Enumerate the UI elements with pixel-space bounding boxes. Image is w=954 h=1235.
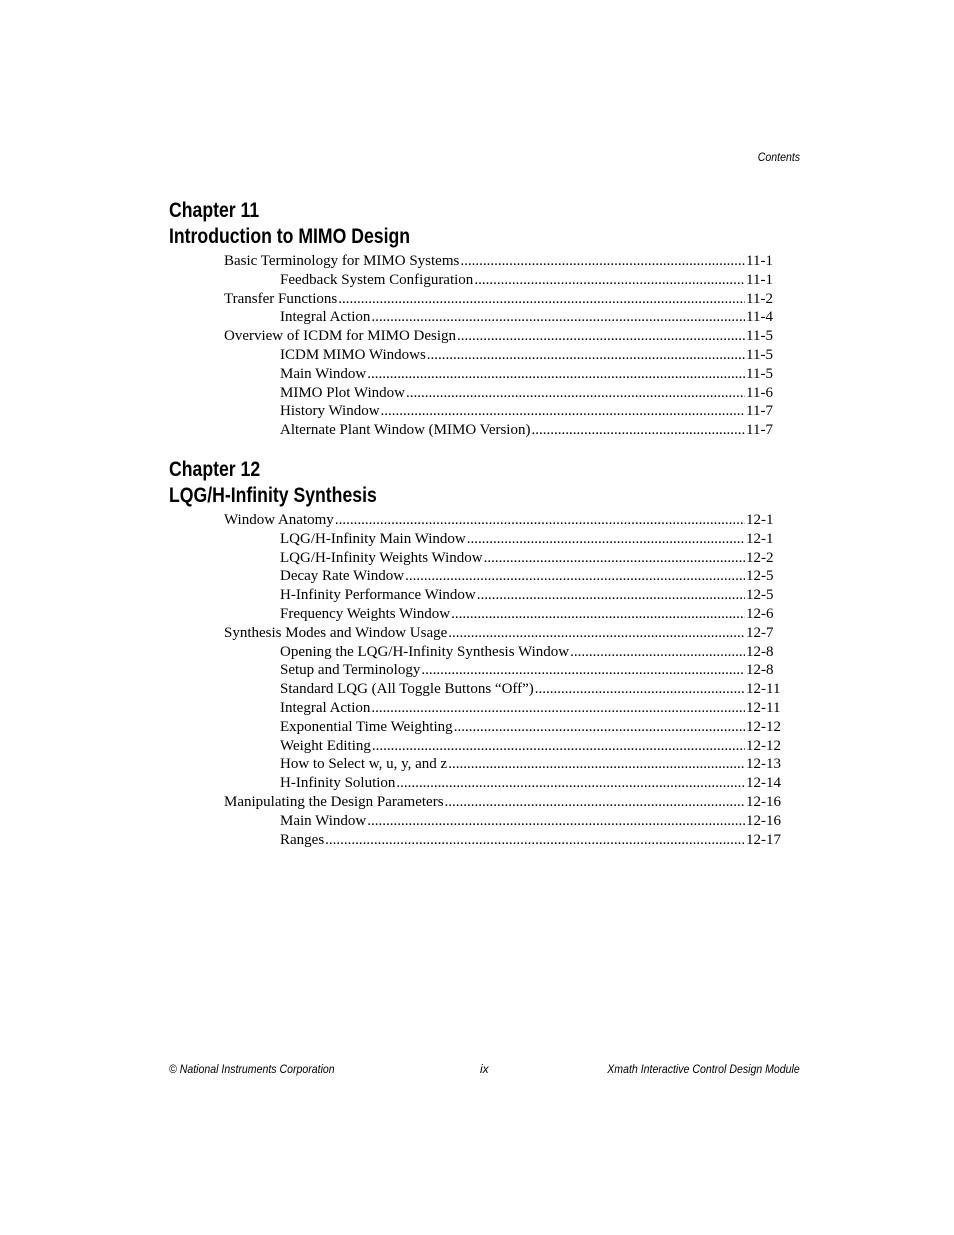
toc-page-number: 11-5 xyxy=(746,328,773,345)
dot-leader xyxy=(335,511,745,530)
toc-entry-title: Alternate Plant Window (MIMO Version) xyxy=(280,422,531,439)
toc-entry-title: H-Infinity Solution xyxy=(280,775,396,792)
toc-entry-link[interactable] xyxy=(280,755,783,774)
toc-entry-title: Exponential Time Weighting xyxy=(280,718,453,735)
toc-entry-link[interactable] xyxy=(280,308,783,327)
toc-entry-link[interactable] xyxy=(280,774,783,793)
toc-entry-title: Main Window xyxy=(280,365,367,382)
dot-leader xyxy=(381,402,745,421)
dot-leader xyxy=(371,699,745,718)
dot-leader xyxy=(457,327,745,346)
toc-list xyxy=(169,252,809,440)
toc-entry-link[interactable] xyxy=(280,402,783,421)
toc-entry-title: H-Infinity Performance Window xyxy=(280,587,476,604)
toc-entry-title: Synthesis Modes and Window Usage xyxy=(224,624,448,641)
toc-page-number: 12-12 xyxy=(746,718,781,735)
toc-page-number: 12-5 xyxy=(746,587,774,604)
toc-page-number: 11-1 xyxy=(746,253,773,269)
toc-entry-link[interactable] xyxy=(280,661,783,680)
toc-page-number: 11-5 xyxy=(746,346,773,363)
dot-leader xyxy=(445,793,745,812)
toc-page-number: 12-11 xyxy=(746,699,781,716)
toc-page-number: 11-7 xyxy=(746,422,773,439)
dot-leader xyxy=(454,718,745,737)
toc-entry-title: Feedback System Configuration xyxy=(280,271,474,288)
toc-list xyxy=(169,511,809,849)
toc-entry-link[interactable] xyxy=(280,384,783,403)
toc-entry-title: Weight Editing xyxy=(280,737,371,754)
toc-page-number: 12-6 xyxy=(746,605,774,622)
toc-entry-link[interactable] xyxy=(280,271,783,290)
running-head: Contents xyxy=(757,150,800,164)
toc-page-number: 11-1 xyxy=(746,271,773,288)
toc-entry-link[interactable] xyxy=(280,530,783,549)
toc-entry-title: Window Anatomy xyxy=(224,512,334,528)
toc-entry-link[interactable] xyxy=(280,365,783,384)
toc-page-number: 12-8 xyxy=(746,662,774,679)
toc-entry-link[interactable] xyxy=(280,605,783,624)
dot-leader xyxy=(448,624,745,643)
toc-entry-title: MIMO Plot Window xyxy=(280,384,405,401)
dot-leader xyxy=(396,774,745,793)
toc-page-number: 12-8 xyxy=(746,643,774,660)
chapter-number: Chapter 12 xyxy=(169,458,261,481)
toc-entry-title: Ranges xyxy=(280,831,325,848)
toc-page-number: 12-2 xyxy=(746,549,774,566)
toc-entry-title: History Window xyxy=(280,403,380,420)
toc-page-number: 11-2 xyxy=(746,290,773,307)
toc-entry-title: Manipulating the Design Parameters xyxy=(224,793,444,810)
dot-leader xyxy=(325,831,745,850)
page-number: ix xyxy=(480,1062,489,1076)
toc-entry-link[interactable] xyxy=(280,812,783,831)
dot-leader xyxy=(367,812,745,831)
toc-entry-title: Basic Terminology for MIMO Systems xyxy=(224,253,460,269)
toc-page-number: 12-5 xyxy=(746,568,774,585)
toc-entry-title: ICDM MIMO Windows xyxy=(280,346,426,363)
toc-entry-link[interactable] xyxy=(224,290,783,309)
toc-entry-title: How to Select w, u, y, and z xyxy=(280,756,448,773)
toc-entry-link[interactable] xyxy=(224,511,783,530)
toc-entry-title: Transfer Functions xyxy=(224,290,338,307)
toc-entry-link[interactable] xyxy=(224,252,783,271)
toc-entry-title: Decay Rate Window xyxy=(280,568,405,585)
chapter-11-section xyxy=(169,198,809,440)
toc-entry-link[interactable] xyxy=(280,643,783,662)
toc-page-number: 12-16 xyxy=(746,812,781,829)
toc-entry-link[interactable] xyxy=(280,567,783,586)
toc-entry-link[interactable] xyxy=(280,737,783,756)
dot-leader xyxy=(338,290,745,309)
dot-leader xyxy=(427,346,745,365)
dot-leader xyxy=(371,308,745,327)
dot-leader xyxy=(372,737,745,756)
toc-page-number: 11-6 xyxy=(746,384,773,401)
toc-entry-title: Main Window xyxy=(280,812,367,829)
chapter-title: Introduction to MIMO Design xyxy=(169,225,411,248)
toc-entry-link[interactable] xyxy=(224,624,783,643)
dot-leader xyxy=(531,421,745,440)
toc-page-number: 11-5 xyxy=(746,365,773,382)
chapter-12-section xyxy=(169,457,809,849)
toc-entry-link[interactable] xyxy=(280,586,783,605)
dot-leader xyxy=(484,549,745,568)
toc-page-number: 12-11 xyxy=(746,681,781,698)
toc-entry-link[interactable] xyxy=(280,718,783,737)
toc-entry-link[interactable] xyxy=(224,327,783,346)
toc-entry-title: Frequency Weights Window xyxy=(280,605,451,622)
dot-leader xyxy=(460,252,745,271)
toc-entry-title: Overview of ICDM for MIMO Design xyxy=(224,328,457,345)
toc-entry-title: Integral Action xyxy=(280,309,371,326)
toc-page-number: 12-17 xyxy=(746,831,781,848)
toc-page-number: 12-13 xyxy=(746,756,781,773)
toc-page-number: 12-16 xyxy=(746,793,781,810)
toc-entry-link[interactable] xyxy=(280,346,783,365)
toc-entry-title: Integral Action xyxy=(280,699,371,716)
toc-entry-title: LQG/H-Infinity Main Window xyxy=(280,530,466,547)
dot-leader xyxy=(451,605,745,624)
chapter-title: LQG/H-Infinity Synthesis xyxy=(169,484,377,507)
dot-leader xyxy=(467,530,745,549)
toc-entry-link[interactable] xyxy=(280,831,783,850)
dot-leader xyxy=(405,567,745,586)
toc-entry-link[interactable] xyxy=(280,549,783,568)
dot-leader xyxy=(421,661,745,680)
dot-leader xyxy=(570,643,745,662)
dot-leader xyxy=(535,680,745,699)
toc-entry-link[interactable] xyxy=(280,680,783,699)
footer-copyright: © National Instruments Corporation xyxy=(169,1062,335,1076)
dot-leader xyxy=(367,365,745,384)
toc-page-number: 11-4 xyxy=(746,309,773,326)
toc-entry-title: Setup and Terminology xyxy=(280,662,421,679)
dot-leader xyxy=(474,271,745,290)
toc-page-number: 12-12 xyxy=(746,737,781,754)
chapter-number: Chapter 11 xyxy=(169,199,260,222)
toc-entry-title: Standard LQG (All Toggle Buttons “Off”) xyxy=(280,681,534,698)
toc-page-number: 12-14 xyxy=(746,775,781,792)
toc-page-number: 12-1 xyxy=(746,512,774,528)
dot-leader xyxy=(477,586,745,605)
toc-page-number: 12-7 xyxy=(746,624,774,641)
toc-entry-link[interactable] xyxy=(280,421,783,440)
toc-entry-link[interactable] xyxy=(224,793,783,812)
toc-entry-title: LQG/H-Infinity Weights Window xyxy=(280,549,483,566)
dot-leader xyxy=(448,755,745,774)
footer-product-name: Xmath Interactive Control Design Module xyxy=(607,1062,800,1076)
toc-entry-title: Opening the LQG/H-Infinity Synthesis Window xyxy=(280,643,570,660)
toc-page-number: 12-1 xyxy=(746,530,774,547)
dot-leader xyxy=(406,384,745,403)
toc-page-number: 11-7 xyxy=(746,403,773,420)
toc-entry-link[interactable] xyxy=(280,699,783,718)
